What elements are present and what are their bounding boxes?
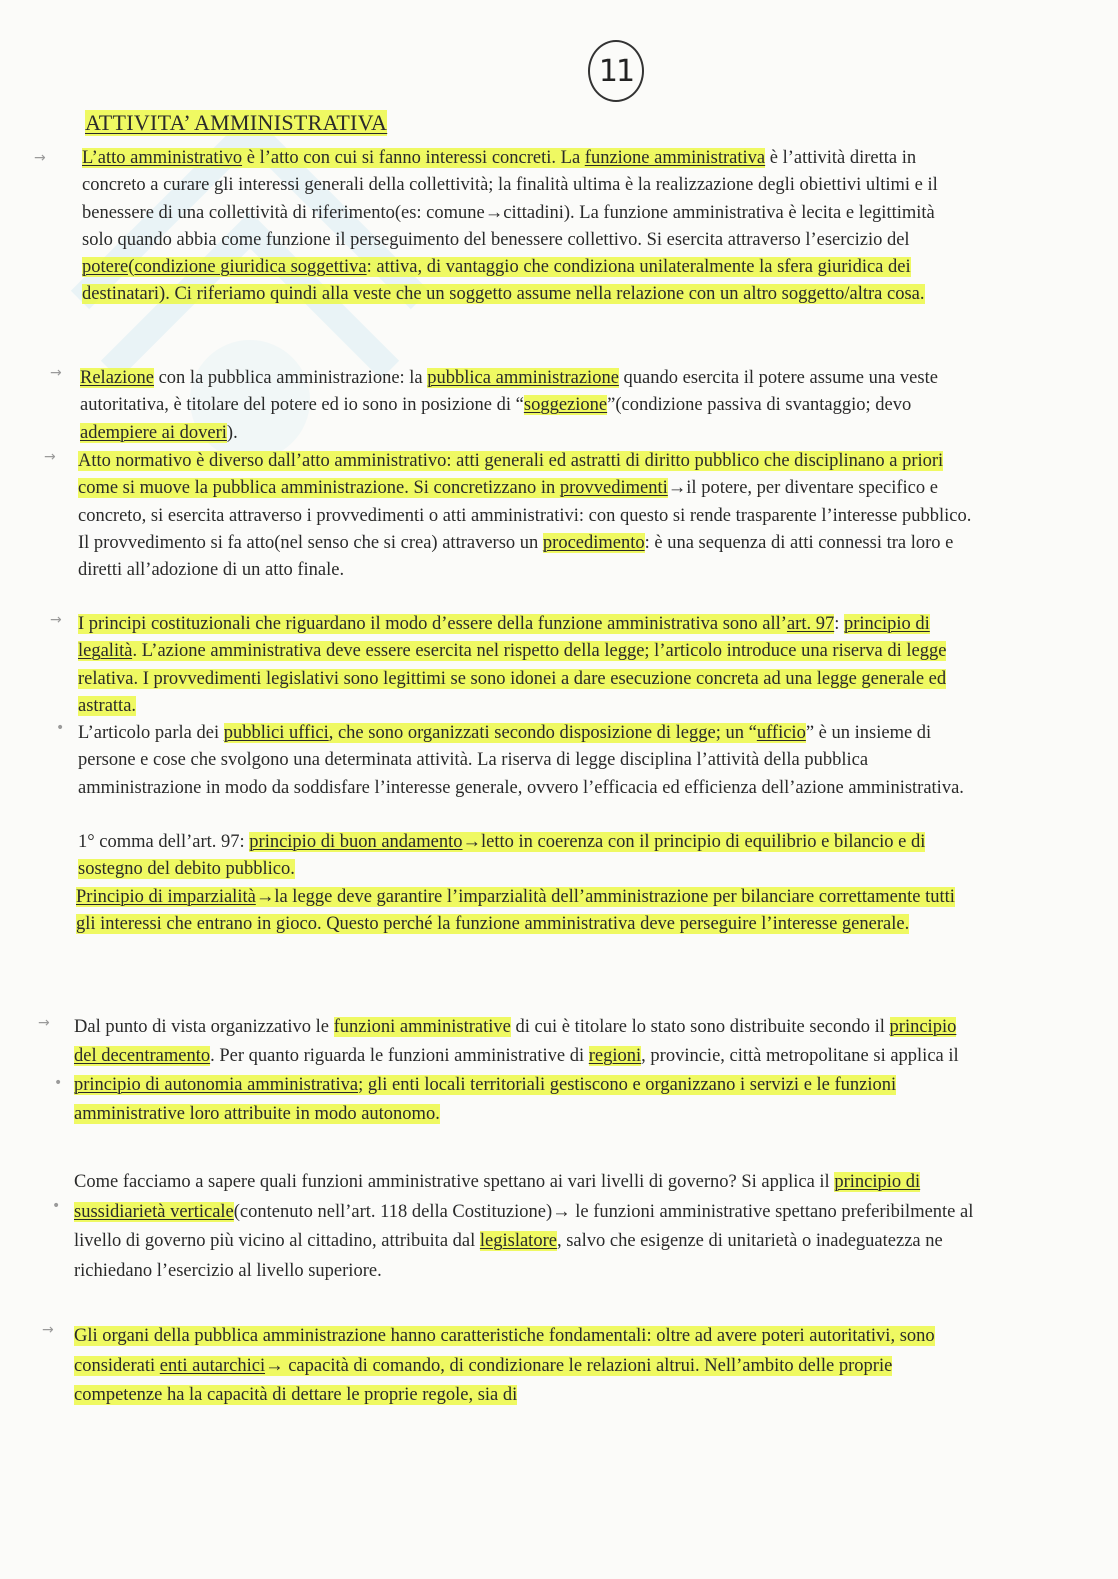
margin-dot-icon: • bbox=[52, 1198, 61, 1214]
paragraph-imparzialita: Principio di imparzialità→la legge deve garantire l’imparzialità dell’amministrazione per bilanciare correttamente tutti gli interessi che entrano in gioco. Questo perché la funzione amministrativa deve perseguire l’interesse generale. bbox=[76, 887, 955, 935]
margin-arrow-icon: → bbox=[42, 1322, 54, 1338]
paragraph-principi-costituzionali: I principi costituzionali che riguardano il modo d’essere della funzione amministrativa sono all’art. 97: principio di legalità. L’azione amministrativa deve essere esercita nel rispetto della legge; l’articolo introduce una riserva di legge relativa. I provvedimenti legislativi sono legittimi se sono idonei a dare esecuzione concreta ad una legge generale ed astratta. bbox=[78, 614, 947, 716]
page-title: ATTIVITA’ AMMINISTRATIVA bbox=[85, 110, 388, 135]
paragraph-atto-normativo: Atto normativo è diverso dall’atto amministrativo: atti generali ed astratti di diritto pubblico che disciplinano a priori come si muove la pubblica amministrazione. Si concretizzano in provvedimenti→il potere, per diventare specifico e concreto, si esercita attraverso i provvedimenti o atti amministrativi: con questo si rende trasparente l’interesse pubblico. Il provvedimento si fa atto(nel senso che si crea) attraverso un procedimento: è una sequenza di atti connessi tra loro e diretti all’adozione di un atto finale. bbox=[78, 451, 972, 581]
paragraph-pubblici-uffici: L’articolo parla dei pubblici uffici, che sono organizzati secondo disposizione di legge; un “ufficio” è un insieme di persone e cose che svolgono una determinata attività. La riserva di legge disciplina l’attività della pubblica amministrazione in modo da soddisfare l’interesse generale, ovvero l’efficacia ed efficienza dell’azione amministrativa. bbox=[78, 723, 964, 798]
margin-arrow-icon: → bbox=[50, 365, 62, 381]
paragraph-buon-andamento: 1° comma dell’art. 97: principio di buon andamento→letto in coerenza con il principio di equilibrio e bilancio e di sostegno del debito pubblico. bbox=[78, 832, 926, 880]
margin-arrow-icon: → bbox=[34, 150, 46, 166]
paragraph-decentramento: Dal punto di vista organizzativo le funzioni amministrative di cui è titolare lo stato sono distribuite secondo il principio del decentramento. Per quanto riguarda le funzioni amministrative di regioni, provincie, città metropolitane si applica il principio di autonomia amministrativa; gli enti locali territoriali gestiscono e organizzano i servizi e le funzioni amministrative loro attribuite in modo autonomo. bbox=[74, 1017, 959, 1124]
paragraph-organi-pa: Gli organi della pubblica amministrazione hanno caratteristiche fondamentali: oltre ad avere poteri autoritativi, sono considerati enti autarchici→ capacità di comando, di condizionare le relazioni altrui. Nell’ambito delle proprie competenze ha la capacità di dettare le proprie regole, sia di bbox=[74, 1326, 935, 1405]
paragraph-relazione: Relazione con la pubblica amministrazione: la pubblica amministrazione quando esercita il potere assume una veste autoritativa, è titolare del potere ed io sono in posizione di “soggezione”(condizione passiva di svantaggio; devo adempiere ai doveri). bbox=[80, 368, 938, 443]
margin-dot-icon: • bbox=[54, 1075, 63, 1091]
page-number: 11 bbox=[588, 40, 644, 102]
margin-arrow-icon: → bbox=[44, 449, 56, 465]
margin-arrow-icon: → bbox=[38, 1015, 50, 1031]
paragraph-atto-amministrativo: L’atto amministrativo è l’atto con cui si fanno interessi concreti. La funzione amministrativa è l’attività diretta in concreto a curare gli interessi generali della collettività; la finalità ultima è la realizzazione degli obiettivi ultimi e il benessere di una collettività di riferimento(es: comune→cittadini). La funzione amministrativa è lecita e legittimità solo quando abbia come funzione il perseguimento del benessere collettivo. Si esercita attraverso l’esercizio del potere(condizione giuridica soggettiva: attiva, di vantaggio che condiziona unilateralmente la sfera giuridica dei destinatari). Ci riferiamo quindi alla veste che un soggetto assume nella relazione con un altro soggetto/altra cosa. bbox=[82, 148, 938, 305]
margin-arrow-icon: → bbox=[50, 612, 62, 628]
margin-dot-icon: • bbox=[56, 720, 65, 736]
paragraph-sussidiarieta: Come facciamo a sapere quali funzioni amministrative spettano ai vari livelli di governo? Si applica il principio di sussidiarietà verticale(contenuto nell’art. 118 della Costituzione)→ le funzioni amministrative spettano preferibilmente al livello di governo più vicino al cittadino, attribuita dal legislatore, salvo che esigenze di unitarietà o inadeguatezza ne richiedano l’esercizio al livello superiore. bbox=[74, 1172, 974, 1281]
